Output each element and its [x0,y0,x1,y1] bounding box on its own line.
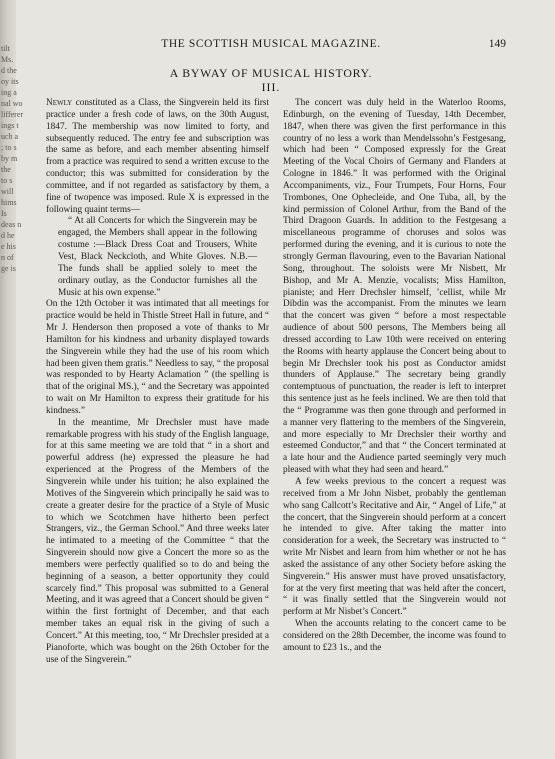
gutter-fragment: by m [1,154,18,163]
gutter-fragment: deas n [1,220,22,229]
gutter-fragment: will [1,187,14,196]
article-title: A BYWAY OF MUSICAL HISTORY. [169,66,373,80]
gutter-fragment: tilt [1,44,10,53]
lead-word: Newly [46,98,73,108]
gutter-fragment: Ms. [1,55,14,64]
gutter-fragment: d he [1,231,15,240]
paragraph: On the 12th October it was intimated that all meetings for practice would be held in Thistle Street Hall in future, and “ Mr J. Henderson then proposed a vote of thanks to Mr Hamilton for his kindness and urbanity displayed towards the Singverein while they had the use of his room which had been given them gratis.” Needless to say, “ the proposal was responded to by Hearty Aclamation ” (the spelling is that of the original MS.), “ and the Secretary was appointed to wait on Mr Hamilton to express their gratitude for his kindness.” [46,299,269,416]
bound-page-gutter [0,0,24,759]
gutter-fragment: d the [1,66,17,75]
paragraph: A few weeks previous to the concert a request was received from a Mr John Nisbet, probably the gentleman who sang Callcott’s Recitative and Air, “ Angel of Life,” at the concert, that the Singverein should perform at a concert he intended to give. After taking the matter into consideration for a week, the Secretary was instructed to “ write Mr Nisbet and learn from him whether or not he has asked the assistance of any other Society before asking the Singverein.” His answer must have proved unsatisfactory, for at the very first meeting that was held after the concert, “ it was finally settled that the Singverein would not perform at Mr Nisbet’s Concert.” [283,477,506,618]
gutter-fragment: uch a [1,132,19,141]
gutter-fragment: lifferer [1,110,24,119]
right-column [283,98,506,655]
gutter-fragment: to s [1,176,13,185]
gutter-fragment: oy its [1,77,19,86]
gutter-fragment: e his [1,242,16,251]
paragraph-text: constituted as a Class, the Singverein held its first practice under a fresh code of laws, on the 30th August, 1847. The membership was now limited to forty, and subsequently reduced. The entry fee and subscription was the same as before, and each member absenting himself from a practice was required to send a written excuse to the conductor; this was submitted for consideration by the committee, and if not regarded as satisfactory by them, a fine of twopence was imposed. Rule X is expressed in the following quaint terms— [46,98,269,215]
gutter-fragment: ing a [1,88,17,97]
quoted-rule: “ At all Concerts for which the Singverein may be engaged, the Members shall appear in the following costume :—Black Dress Coat and Trousers, White Vest, Black Neckcloth, and White Gloves. N.B.—The funds shall be applied solely to meet the ordinary outlay, as the Conductor furnishes all the Music at his own expense.” [58,216,257,298]
gutter-fragment: ge is [1,264,16,273]
running-header [36,38,506,52]
gutter-fragment: Is [1,209,7,218]
gutter-fragment: nal wo [1,99,23,108]
gutter-fragment: ; to s [1,143,17,152]
paragraph [46,98,269,216]
page-number: 149 [488,38,506,50]
paragraph: The concert was duly held in the Waterloo Rooms, Edinburgh, on the evening of Tuesday, 14th December, 1847, when there was given the first performance in this country of no less a work than Mendelssohn’s Festgesang, which had been “ Composed expressly for the Great Meeting of the Vocal Choirs of Germany and Flanders at Cologne in 1846.” It was performed with the Original Accompaniments, viz., Four Trumpets, Four Horns, Four Trombones, One Ophecleide, and One Tuba, all, by the kind permission of Colonel Arthur, from the Band of the Third Dragoon Guards. In addition to the Festgesang a miscellaneous programme of choruses and solos was performed during the evening, and it is curious to note the strongly German flavouring, even to the Bavarian National Song, throughout. The soloists were Mr Nisbett, Mr Bishop, and Mr A. Menzie, vocalists; Miss Hamilton, pianiste; and Herr Drechsler himself, ’cellist, while Mr Dibdin was the accompanist. From the minutes we learn that the concert was given “ before a most respectable audience of about 500 persons, The Members being all dressed according to Law 10th were received on entering the Rooms with hearty applause the Concert being about to begin Mr Drechsler took his post as Conductor amidst thunders of Applause.” The secretary being grandly contemptuous of punctuation, the reader is left to interpret this sentence just as he feels inclined. We are then told that the “ Programme was then gone through and performed in a manner very flattering to the members of the Singverein, and more especially to Mr Drechsler their worthy and esteemed Conductor,” and that “ the Concert terminated at a late hour and the Audience parted seemingly very much pleased with what they had seen and heard.” [283,98,506,476]
paragraph: In the meantime, Mr Drechsler must have made remarkable progress with his study of the English language, for at this same meeting we are told that “ in a short and powerful address (he) expressed the pleasure he had experienced at the Progress of the Members of the Singverein while under his tuition; he also explained the Motives of the Singverein which principally he said was to create a greater desire for the practice of a Style of Music to which we Scotchmen have hitherto been perfect Strangers, viz., the German School.” And three weeks later he intimated to a meeting of the Committee “ that the Singverein should now give a Concert the more so as the members were perfectly qualified so to do and being the beginning of a season, a better opportunity they could scarcely find.” This proposal was submitted to a General Meeting, and it was agreed that a Concert should be given “ within the first fortnight of December, and that each member takes an equal risk in the giving of such a Concert.” At this meeting, too, “ Mr Drechsler presided at a Pianoforte, which was bought on the 26th October for the use of the Singverein.” [46,417,269,665]
gutter-fragment: ings t [1,121,19,130]
gutter-fragment: n of [1,253,14,262]
left-column [46,98,269,667]
gutter-fragment: the [1,165,11,174]
gutter-fragment: hims [1,198,17,207]
running-title: THE SCOTTISH MUSICAL MAGAZINE. [161,38,381,50]
paragraph: When the accounts relating to the concert came to be considered on the 28th December, the income was found to amount to £23 1s., and the [283,619,506,653]
article-part-number: III. [261,80,281,94]
